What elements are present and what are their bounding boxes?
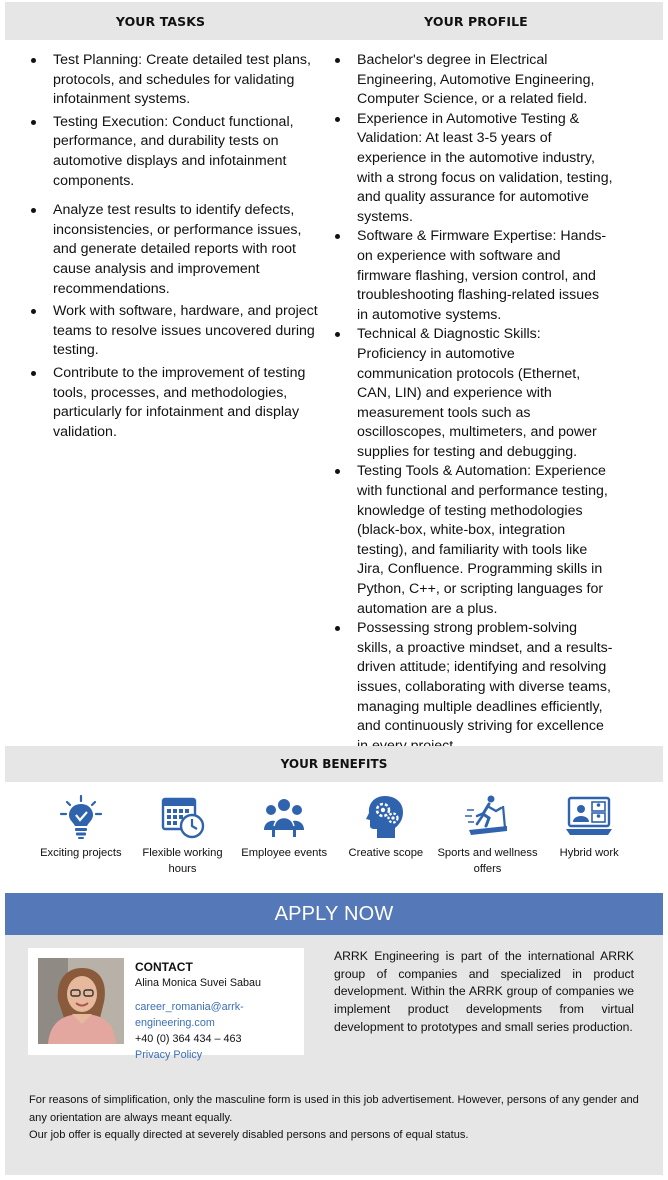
apply-now-button[interactable] xyxy=(5,893,663,935)
benefit-label: Employee events xyxy=(241,847,328,859)
benefit-flexible-hours xyxy=(132,794,234,877)
list-item: Technical & Diagnostic Skills: Proficiency in automotive communication protocols (Ethernet, CAN, LIN) and experience with measurement tools such as oscilloscopes, multimeters, and power supplies for testing and debugging. xyxy=(332,325,614,462)
equality-text: Our job offer is equally directed at severely disabled persons and persons of equal status. xyxy=(29,1129,469,1141)
benefit-creative-scope xyxy=(335,794,437,877)
benefit-employee-events xyxy=(233,794,335,877)
list-item: Test Planning: Create detailed test plans, protocols, and schedules for validating infotainment systems. xyxy=(28,51,324,110)
contact-email-link[interactable]: career_romania@arrk-engineering.com xyxy=(135,1001,244,1029)
company-description: ARRK Engineering is part of the international ARRK group of companies and specialized in product development. Within the ARRK group of companies we implement product developments from virtual development to prototypes and small series production. xyxy=(334,949,634,1034)
team-icon xyxy=(261,794,307,840)
section-header-row xyxy=(5,2,663,40)
benefit-label: Creative scope xyxy=(348,847,424,859)
calendar-clock-icon xyxy=(160,794,206,840)
lightbulb-icon xyxy=(58,794,104,840)
contact-photo xyxy=(38,958,124,1044)
list-item: Software & Firmware Expertise: Hands-on experience with software and firmware flashing, version control, and troubleshooting flashing-related issues in automotive systems. xyxy=(332,227,614,325)
list-item: Contribute to the improvement of testing tools, processes, and methodologies, particularly for infotainment and display validation. xyxy=(28,364,324,442)
contact-card xyxy=(28,948,304,1061)
list-item: Analyze test results to identify defects, inconsistencies, or performance issues, and generate detailed reports with root cause analysis and improvement recommendations. xyxy=(28,201,324,299)
profile-list xyxy=(332,51,614,756)
benefit-label: Exciting projects xyxy=(40,847,122,859)
head-gears-icon xyxy=(363,794,409,840)
list-item: Possessing strong problem-solving skills, a proactive mindset, and a results-driven attitude; identifying and resolving issues, collaborating with diverse teams, managing multiple deadlines efficiently, and continuously striving for excellence xyxy=(332,619,614,756)
treadmill-icon xyxy=(465,794,511,840)
benefit-label: Flexible working hours xyxy=(142,847,223,875)
contact-phone: +40 (0) 364 434 – 463 xyxy=(135,1033,242,1045)
benefit-label: Hybrid work xyxy=(559,847,619,859)
contact-heading: CONTACT xyxy=(135,960,193,974)
list-item: Bachelor's degree in Electrical Engineering, Automotive Engineering, Computer Science, or a related field. xyxy=(332,51,614,110)
profile-heading: YOUR PROFILE xyxy=(424,13,528,29)
tasks-list xyxy=(28,51,324,445)
benefit-sports-wellness xyxy=(437,794,539,877)
laptop-video-icon xyxy=(566,794,612,840)
list-item: Work with software, hardware, and project teams to resolve issues uncovered during testing. xyxy=(28,302,324,361)
list-item: Testing Execution: Conduct functional, performance, and durability tests on automotive displays and infotainment components. xyxy=(28,113,324,191)
benefit-label: Sports and wellness offers xyxy=(437,847,538,875)
contact-info xyxy=(135,960,303,1063)
contact-section xyxy=(5,935,663,1175)
apply-now-label: APPLY NOW xyxy=(274,902,394,925)
benefit-hybrid-work xyxy=(538,794,640,877)
contact-name: Alina Monica Suvei Sabau xyxy=(135,977,262,989)
disclaimer-text: For reasons of simplification, only the masculine form is used in this job advertisement. However, persons of any gender and any orientation are always meant equally. xyxy=(29,1094,639,1124)
benefits-row xyxy=(30,794,640,877)
tasks-heading: YOUR TASKS xyxy=(115,13,206,29)
list-item: Experience in Automotive Testing & Validation: At least 3-5 years of experience in the automotive industry, with a strong focus on validation, testing, and quality assurance for automotive systems. xyxy=(332,110,614,228)
benefit-exciting-projects xyxy=(30,794,132,877)
list-item: Testing Tools & Automation: Experience with functional and performance testing, knowledge of testing methodologies (black-box, white-box, integration testing), and familiarity with tools like Jira, Confluence. Programming skills in Python, C++, or scripting languages for automation are a plus. xyxy=(332,462,614,619)
benefits-heading: YOUR BENEFITS xyxy=(5,746,663,782)
disclaimer-notes xyxy=(29,1092,649,1145)
privacy-policy-link[interactable]: Privacy Policy xyxy=(135,1049,203,1061)
